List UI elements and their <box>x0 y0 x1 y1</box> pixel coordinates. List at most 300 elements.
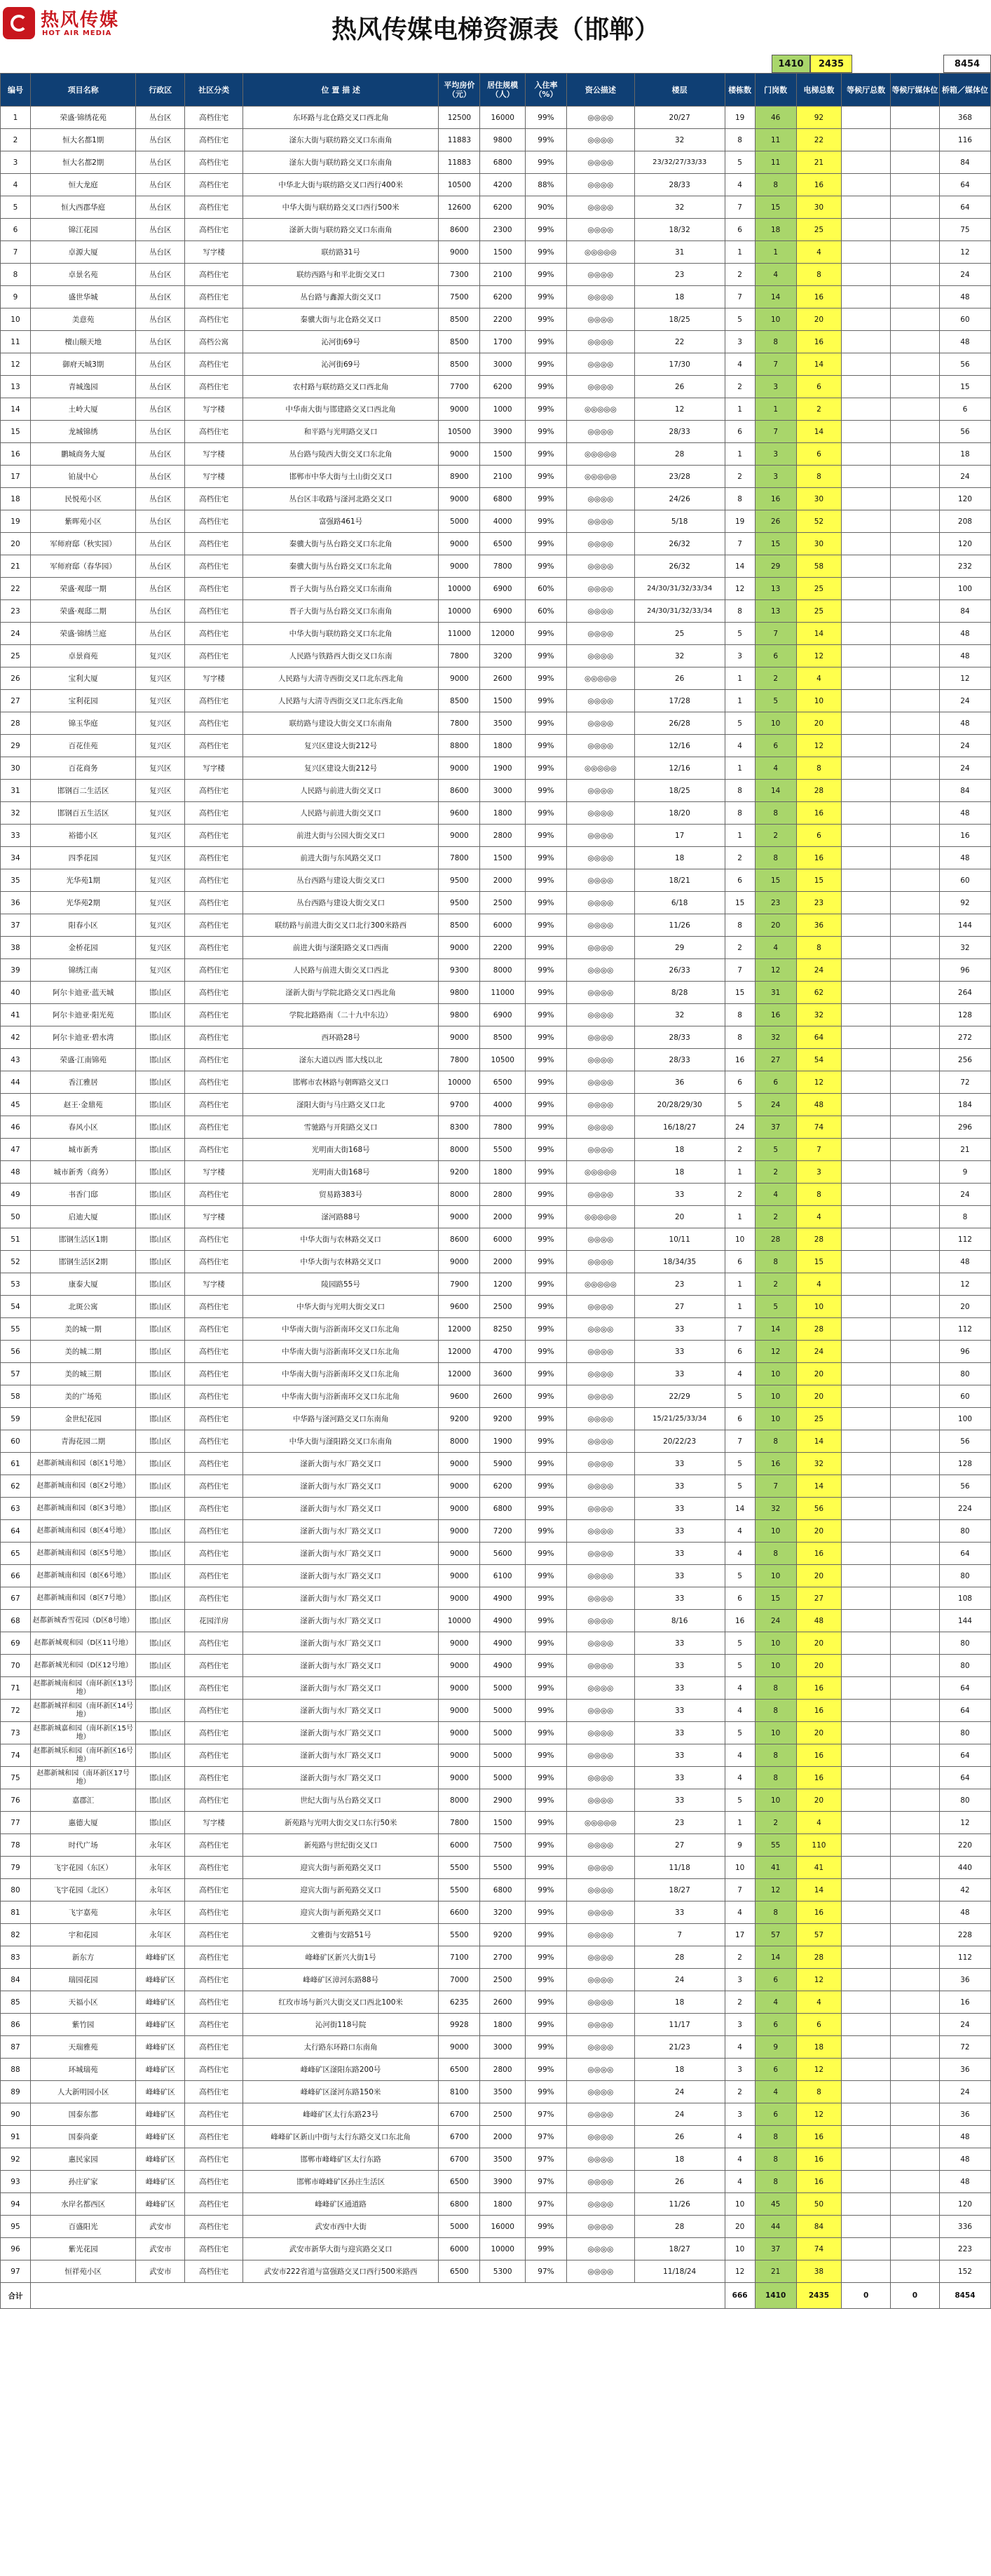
cell-buildings: 2 <box>725 2081 755 2103</box>
cell-residents: 2000 <box>480 1251 525 1273</box>
cell-residents: 1800 <box>480 1161 525 1184</box>
cell-occupancy: 99% <box>525 1902 566 1924</box>
cell-asset: ◎◎◎◎ <box>567 2260 635 2283</box>
cell-floors: 23/28 <box>634 466 725 488</box>
cell-id: 26 <box>1 667 31 690</box>
cell-id: 34 <box>1 847 31 869</box>
cell-price: 10500 <box>439 421 480 443</box>
table-row <box>1 1004 991 1026</box>
cell-floors: 33 <box>634 1767 725 1789</box>
cell-wait-media <box>891 1430 940 1453</box>
cell-id: 32 <box>1 802 31 825</box>
cell-occupancy: 99% <box>525 1071 566 1094</box>
cell-buildings: 10 <box>725 2238 755 2260</box>
cell-car-media: 232 <box>939 555 990 578</box>
cell-residents: 16000 <box>480 2216 525 2238</box>
cell-category: 高档住宅 <box>185 1520 243 1543</box>
cell-elevators: 16 <box>796 847 841 869</box>
cell-id: 75 <box>1 1767 31 1789</box>
cell-asset: ◎◎◎◎ <box>567 600 635 623</box>
cell-wait-halls <box>842 869 891 892</box>
cell-id: 64 <box>1 1520 31 1543</box>
header-col-category: 社区分类 <box>185 74 243 107</box>
cell-buildings: 14 <box>725 555 755 578</box>
cell-district: 邯山区 <box>136 1094 185 1116</box>
cell-occupancy: 99% <box>525 151 566 174</box>
cell-id: 44 <box>1 1071 31 1094</box>
cell-project: 北斑公寓 <box>30 1296 135 1318</box>
cell-district: 峰峰矿区 <box>136 2014 185 2036</box>
cell-project: 荣盛·锦绣花苑 <box>30 107 135 129</box>
table-row <box>1 443 991 466</box>
cell-district: 丛台区 <box>136 309 185 331</box>
cell-id: 11 <box>1 331 31 353</box>
cell-project: 锦玉华庭 <box>30 712 135 735</box>
cell-car-media: 72 <box>939 1071 990 1094</box>
cell-car-media: 48 <box>939 623 990 645</box>
cell-floors: 8/28 <box>634 982 725 1004</box>
cell-id: 3 <box>1 151 31 174</box>
cell-category: 高档住宅 <box>185 2238 243 2260</box>
cell-category: 高档住宅 <box>185 1453 243 1475</box>
cell-floors: 27 <box>634 1296 725 1318</box>
cell-location: 中华南大街与邯建路交叉口西北角 <box>242 398 438 421</box>
cell-category: 写字楼 <box>185 757 243 780</box>
cell-asset: ◎◎◎◎ <box>567 959 635 982</box>
cell-wait-media <box>891 1879 940 1902</box>
cell-wait-halls <box>842 825 891 847</box>
cell-occupancy: 99% <box>525 1251 566 1273</box>
cell-id: 72 <box>1 1700 31 1722</box>
cell-doors: 31 <box>755 982 796 1004</box>
cell-location: 滏新大街与水厂路交叉口 <box>242 1498 438 1520</box>
cell-car-media: 224 <box>939 1498 990 1520</box>
cell-category: 高档住宅 <box>185 1116 243 1139</box>
table-header-row <box>1 74 991 107</box>
cell-project: 城市新秀 <box>30 1139 135 1161</box>
cell-car-media: 48 <box>939 645 990 667</box>
cell-id: 61 <box>1 1453 31 1475</box>
cell-category: 高档住宅 <box>185 1655 243 1677</box>
cell-asset: ◎◎◎◎ <box>567 510 635 533</box>
cell-price: 9000 <box>439 398 480 421</box>
cell-location: 武安市新华大街与迎宾路交叉口 <box>242 2238 438 2260</box>
cell-doors: 15 <box>755 869 796 892</box>
cell-elevators: 6 <box>796 825 841 847</box>
cell-doors: 41 <box>755 1857 796 1879</box>
cell-location: 中华南大街与浴新南环交叉口东北角 <box>242 1363 438 1385</box>
cell-car-media: 48 <box>939 2126 990 2148</box>
cell-location: 丛台区丰收路与滏河北路交叉口 <box>242 488 438 510</box>
cell-price: 8500 <box>439 309 480 331</box>
cell-category: 高档住宅 <box>185 1475 243 1498</box>
cell-elevators: 16 <box>796 286 841 309</box>
cell-price: 6235 <box>439 1991 480 2014</box>
cell-wait-media <box>891 578 940 600</box>
cell-location: 复兴区建设大街212号 <box>242 757 438 780</box>
cell-asset: ◎◎◎◎ <box>567 1363 635 1385</box>
cell-doors: 10 <box>755 712 796 735</box>
cell-district: 邯山区 <box>136 1700 185 1722</box>
cell-category: 高档住宅 <box>185 309 243 331</box>
cell-wait-media <box>891 690 940 712</box>
cell-project: 飞宇花园（东区） <box>30 1857 135 1879</box>
cell-project: 赵都新城南和园（8区5号地） <box>30 1543 135 1565</box>
cell-wait-halls <box>842 196 891 219</box>
cell-buildings: 3 <box>725 2059 755 2081</box>
cell-residents: 2900 <box>480 1789 525 1812</box>
cell-wait-media <box>891 959 940 982</box>
cell-project: 飞宇花园（北区） <box>30 1879 135 1902</box>
cell-location: 沁河街69号 <box>242 353 438 376</box>
cell-doors: 14 <box>755 1946 796 1969</box>
cell-car-media: 220 <box>939 1834 990 1857</box>
cell-elevators: 25 <box>796 578 841 600</box>
cell-occupancy: 99% <box>525 2036 566 2059</box>
cell-id: 87 <box>1 2036 31 2059</box>
cell-doors: 16 <box>755 488 796 510</box>
cell-project: 锦绣江南 <box>30 959 135 982</box>
cell-category: 高档住宅 <box>185 1049 243 1071</box>
cell-wait-halls <box>842 623 891 645</box>
cell-project: 土岭大厦 <box>30 398 135 421</box>
cell-price: 7000 <box>439 1969 480 1991</box>
cell-residents: 1700 <box>480 331 525 353</box>
cell-asset: ◎◎◎◎ <box>567 2216 635 2238</box>
cell-category: 高档住宅 <box>185 1587 243 1610</box>
cell-elevators: 25 <box>796 219 841 241</box>
cell-district: 邯山区 <box>136 1744 185 1767</box>
cell-wait-media <box>891 219 940 241</box>
cell-residents: 5500 <box>480 1139 525 1161</box>
cell-wait-halls <box>842 2171 891 2193</box>
cell-district: 丛台区 <box>136 331 185 353</box>
cell-district: 丛台区 <box>136 398 185 421</box>
cell-category: 写字楼 <box>185 241 243 264</box>
cell-buildings: 1 <box>725 1206 755 1228</box>
cell-buildings: 2 <box>725 847 755 869</box>
cell-elevators: 4 <box>796 241 841 264</box>
cell-residents: 1500 <box>480 690 525 712</box>
cell-project: 军师府邸（春华园） <box>30 555 135 578</box>
cell-location: 滏东大街与联纺路交叉口东南角 <box>242 129 438 151</box>
cell-buildings: 5 <box>725 1632 755 1655</box>
cell-floors: 18 <box>634 1991 725 2014</box>
cell-wait-media <box>891 129 940 151</box>
cell-elevators: 15 <box>796 869 841 892</box>
table-row <box>1 1610 991 1632</box>
cell-project: 天福小区 <box>30 1991 135 2014</box>
cell-project: 恒祥苑小区 <box>30 2260 135 2283</box>
cell-district: 复兴区 <box>136 869 185 892</box>
cell-wait-media <box>891 600 940 623</box>
cell-asset: ◎◎◎◎ <box>567 1543 635 1565</box>
cell-doors: 8 <box>755 174 796 196</box>
cell-wait-media <box>891 1251 940 1273</box>
cell-price: 9000 <box>439 488 480 510</box>
cell-id: 80 <box>1 1879 31 1902</box>
cell-location: 农村路与联纺路交叉口西北角 <box>242 376 438 398</box>
cell-wait-halls <box>842 510 891 533</box>
cell-floors: 33 <box>634 1498 725 1520</box>
cell-wait-media <box>891 2260 940 2283</box>
cell-residents: 3900 <box>480 2171 525 2193</box>
cell-asset: ◎◎◎◎ <box>567 1969 635 1991</box>
cell-occupancy: 99% <box>525 735 566 757</box>
cell-category: 高档住宅 <box>185 1498 243 1520</box>
cell-elevators: 12 <box>796 645 841 667</box>
table-row <box>1 982 991 1004</box>
cell-wait-halls <box>842 353 891 376</box>
cell-occupancy: 99% <box>525 1722 566 1744</box>
cell-id: 24 <box>1 623 31 645</box>
header-col-occupancy: 入住率（%） <box>525 74 566 107</box>
cell-wait-media <box>891 1094 940 1116</box>
cell-car-media: 80 <box>939 1363 990 1385</box>
cell-doors: 6 <box>755 2059 796 2081</box>
cell-elevators: 3 <box>796 1161 841 1184</box>
cell-location: 武安市西中大街 <box>242 2216 438 2238</box>
cell-id: 16 <box>1 443 31 466</box>
cell-project: 阿尔卡迪亚·蓝天城 <box>30 982 135 1004</box>
cell-elevators: 16 <box>796 802 841 825</box>
table-row <box>1 2171 991 2193</box>
cell-project: 邯钢百五生活区 <box>30 802 135 825</box>
cell-asset: ◎◎◎◎ <box>567 1744 635 1767</box>
cell-elevators: 16 <box>796 1744 841 1767</box>
cell-id: 36 <box>1 892 31 914</box>
cell-location: 东环路与北仓路交叉口西北角 <box>242 107 438 129</box>
cell-id: 57 <box>1 1363 31 1385</box>
cell-elevators: 48 <box>796 1094 841 1116</box>
cell-residents: 5900 <box>480 1453 525 1475</box>
cell-location: 丛台路与鑫源大街交叉口 <box>242 286 438 309</box>
cell-price: 9000 <box>439 1744 480 1767</box>
cell-asset: ◎◎◎◎◎ <box>567 1273 635 1296</box>
cell-occupancy: 97% <box>525 2260 566 2283</box>
table-row <box>1 510 991 533</box>
total-buildings: 666 <box>725 2283 755 2309</box>
cell-floors: 18 <box>634 847 725 869</box>
cell-asset: ◎◎◎◎ <box>567 129 635 151</box>
cell-wait-halls <box>842 1969 891 1991</box>
cell-id: 51 <box>1 1228 31 1251</box>
cell-wait-halls <box>842 1161 891 1184</box>
cell-residents: 4700 <box>480 1341 525 1363</box>
cell-floors: 28/33 <box>634 421 725 443</box>
cell-occupancy: 99% <box>525 1318 566 1341</box>
cell-doors: 10 <box>755 1789 796 1812</box>
cell-id: 2 <box>1 129 31 151</box>
cell-buildings: 3 <box>725 2014 755 2036</box>
cell-car-media: 48 <box>939 847 990 869</box>
cell-location: 滏新大街与水厂路交叉口 <box>242 1632 438 1655</box>
cell-id: 20 <box>1 533 31 555</box>
cell-project: 新东方 <box>30 1946 135 1969</box>
cell-asset: ◎◎◎◎ <box>567 892 635 914</box>
cell-residents: 5500 <box>480 1857 525 1879</box>
cell-car-media: 75 <box>939 219 990 241</box>
cell-id: 29 <box>1 735 31 757</box>
cell-wait-halls <box>842 914 891 937</box>
cell-district: 复兴区 <box>136 645 185 667</box>
cell-id: 96 <box>1 2238 31 2260</box>
cell-car-media: 184 <box>939 1094 990 1116</box>
cell-price: 7800 <box>439 1049 480 1071</box>
cell-project: 金桥花园 <box>30 937 135 959</box>
cell-floors: 33 <box>634 1722 725 1744</box>
cell-category: 写字楼 <box>185 1161 243 1184</box>
cell-asset: ◎◎◎◎ <box>567 578 635 600</box>
cell-car-media: 9 <box>939 1161 990 1184</box>
cell-occupancy: 99% <box>525 1543 566 1565</box>
cell-wait-media <box>891 151 940 174</box>
cell-project: 裕德小区 <box>30 825 135 847</box>
cell-elevators: 16 <box>796 1902 841 1924</box>
cell-location: 滏新大街与水厂路交叉口 <box>242 1722 438 1744</box>
cell-district: 邯山区 <box>136 1520 185 1543</box>
cell-buildings: 5 <box>725 1385 755 1408</box>
cell-buildings: 1 <box>725 757 755 780</box>
cell-location: 滏新大街与水厂路交叉口 <box>242 1475 438 1498</box>
cell-doors: 13 <box>755 600 796 623</box>
cell-price: 8600 <box>439 780 480 802</box>
table-row <box>1 488 991 510</box>
cell-location: 滏新大街与水厂路交叉口 <box>242 1520 438 1543</box>
cell-category: 写字楼 <box>185 1273 243 1296</box>
cell-location: 中华大街与联纺路交叉口东北角 <box>242 623 438 645</box>
cell-occupancy: 99% <box>525 488 566 510</box>
cell-project: 卓景商苑 <box>30 645 135 667</box>
cell-wait-halls <box>842 1430 891 1453</box>
cell-wait-media <box>891 533 940 555</box>
cell-doors: 8 <box>755 1744 796 1767</box>
cell-category: 高档住宅 <box>185 869 243 892</box>
cell-category: 写字楼 <box>185 443 243 466</box>
cell-wait-halls <box>842 1251 891 1273</box>
cell-car-media: 24 <box>939 757 990 780</box>
cell-asset: ◎◎◎◎ <box>567 1385 635 1408</box>
cell-car-media: 48 <box>939 802 990 825</box>
cell-car-media: 80 <box>939 1789 990 1812</box>
cell-occupancy: 99% <box>525 1116 566 1139</box>
cell-doors: 3 <box>755 466 796 488</box>
cell-wait-media <box>891 376 940 398</box>
cell-category: 高档住宅 <box>185 353 243 376</box>
cell-location: 滏新大街与水厂路交叉口 <box>242 1587 438 1610</box>
total-doors: 1410 <box>755 2283 796 2309</box>
cell-occupancy: 99% <box>525 376 566 398</box>
cell-district: 复兴区 <box>136 735 185 757</box>
cell-buildings: 20 <box>725 2216 755 2238</box>
cell-residents: 2800 <box>480 2059 525 2081</box>
cell-asset: ◎◎◎◎ <box>567 712 635 735</box>
cell-elevators: 22 <box>796 129 841 151</box>
cell-elevators: 92 <box>796 107 841 129</box>
cell-residents: 8250 <box>480 1318 525 1341</box>
cell-category: 高档住宅 <box>185 1632 243 1655</box>
cell-elevators: 8 <box>796 264 841 286</box>
cell-wait-media <box>891 1049 940 1071</box>
cell-elevators: 110 <box>796 1834 841 1857</box>
cell-wait-media <box>891 1946 940 1969</box>
cell-project: 龙城锦绣 <box>30 421 135 443</box>
cell-category: 高档住宅 <box>185 2081 243 2103</box>
cell-residents: 16000 <box>480 107 525 129</box>
table-row <box>1 286 991 309</box>
cell-id: 21 <box>1 555 31 578</box>
cell-occupancy: 99% <box>525 286 566 309</box>
cell-price: 9200 <box>439 1408 480 1430</box>
cell-price: 8000 <box>439 1139 480 1161</box>
table-row <box>1 2238 991 2260</box>
cell-doors: 10 <box>755 1520 796 1543</box>
cell-doors: 20 <box>755 914 796 937</box>
cell-elevators: 74 <box>796 1116 841 1139</box>
cell-project: 军师府邸（秋实园） <box>30 533 135 555</box>
summary-parking: 8454 <box>943 55 991 73</box>
cell-doors: 4 <box>755 937 796 959</box>
cell-occupancy: 99% <box>525 533 566 555</box>
table-row <box>1 1206 991 1228</box>
cell-project: 城市新秀（商务） <box>30 1161 135 1184</box>
cell-floors: 33 <box>634 1677 725 1700</box>
header-col-asset: 资公描述 <box>567 74 635 107</box>
cell-buildings: 10 <box>725 1857 755 1879</box>
cell-asset: ◎◎◎◎ <box>567 1430 635 1453</box>
table-row <box>1 780 991 802</box>
cell-car-media: 32 <box>939 937 990 959</box>
cell-project: 百花佳苑 <box>30 735 135 757</box>
cell-location: 峰峰矿区新兴大街1号 <box>242 1946 438 1969</box>
cell-district: 邯山区 <box>136 1610 185 1632</box>
cell-occupancy: 99% <box>525 1632 566 1655</box>
table-row <box>1 1475 991 1498</box>
cell-residents: 6200 <box>480 196 525 219</box>
cell-doors: 7 <box>755 353 796 376</box>
cell-buildings: 7 <box>725 533 755 555</box>
cell-district: 峰峰矿区 <box>136 2148 185 2171</box>
cell-district: 邯山区 <box>136 1251 185 1273</box>
cell-location: 迎宾大街与新苑路交叉口 <box>242 1879 438 1902</box>
cell-category: 高档住宅 <box>185 1744 243 1767</box>
cell-buildings: 7 <box>725 1318 755 1341</box>
cell-residents: 7500 <box>480 1834 525 1857</box>
cell-floors: 32 <box>634 645 725 667</box>
cell-doors: 4 <box>755 1991 796 2014</box>
cell-wait-media <box>891 2059 940 2081</box>
cell-id: 83 <box>1 1946 31 1969</box>
table-row <box>1 1430 991 1453</box>
cell-floors: 20 <box>634 1206 725 1228</box>
cell-occupancy: 99% <box>525 825 566 847</box>
table-row <box>1 1520 991 1543</box>
cell-residents: 6900 <box>480 1004 525 1026</box>
cell-price: 10000 <box>439 578 480 600</box>
cell-occupancy: 60% <box>525 578 566 600</box>
cell-wait-media <box>891 1408 940 1430</box>
cell-id: 53 <box>1 1273 31 1296</box>
cell-wait-halls <box>842 1722 891 1744</box>
header-col-floors: 楼层 <box>634 74 725 107</box>
table-row <box>1 1341 991 1363</box>
cell-wait-halls <box>842 1744 891 1767</box>
cell-district: 邯山区 <box>136 1722 185 1744</box>
cell-elevators: 16 <box>796 2171 841 2193</box>
cell-price: 6700 <box>439 2148 480 2171</box>
cell-id: 40 <box>1 982 31 1004</box>
cell-district: 邯山区 <box>136 1004 185 1026</box>
